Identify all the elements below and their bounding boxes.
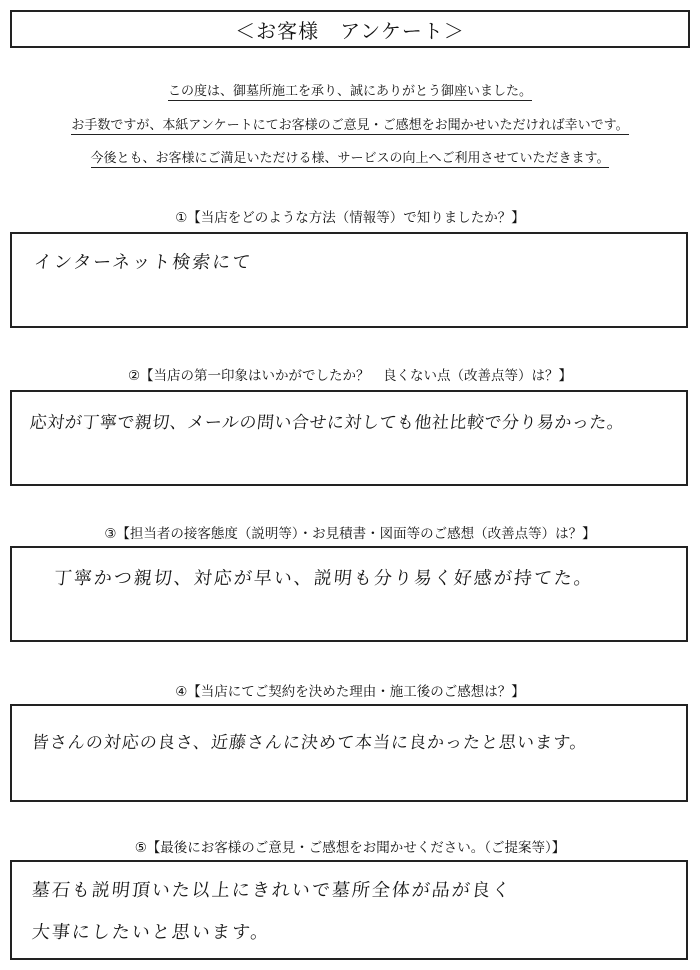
question-5-answer-line-1: 墓石も説明頂いた以上にきれいで墓所全体が品が良く <box>30 880 513 901</box>
question-1-label: ①【当店をどのような方法（情報等）で知りましたか？】 <box>175 210 525 226</box>
question-4-answer: 皆さんの対応の良さ、近藤さんに決めて本当に良かったと思います。 <box>30 733 589 753</box>
question-4-label: ④【当店にてご契約を決めた理由・施工後のご感想は？】 <box>175 684 525 700</box>
question-5-label: ⑤【最後にお客様のご意見・ご感想をお聞かせください。（ご提案等）】 <box>134 840 566 856</box>
question-3-answer: 丁寧かつ親切、対応が早い、説明も分り易く好感が持てた。 <box>52 568 595 589</box>
intro-line-1: この度は、御墓所施工を承り、誠にありがとう御座いました。 <box>167 84 532 99</box>
question-1-answer-box[interactable] <box>10 232 688 328</box>
question-2-label: ②【当店の第一印象はいかがでしたか？ 良くない点（改善点等）は？】 <box>127 368 573 384</box>
question-1-answer: インターネット検索にて <box>32 252 254 273</box>
question-4-answer-box[interactable] <box>10 704 688 802</box>
intro-line-3: 今後とも、お客様にご満足いただける様、サービスの向上へご利用させていただきます。 <box>90 151 610 166</box>
question-5-answer-line-2: 大事にしたいと思います。 <box>30 922 272 943</box>
survey-title: ＜お客様 アンケート＞ <box>10 10 690 48</box>
question-2-answer-box[interactable] <box>10 390 688 486</box>
question-3-label: ③【担当者の接客態度（説明等）・お見積書・図面等のご感想（改善点等）は？】 <box>104 526 596 542</box>
question-5-answer-box[interactable] <box>10 860 688 960</box>
question-3-answer-box[interactable] <box>10 546 688 642</box>
question-2-answer: 応対が丁寧で親切、メールの問い合せに対しても他社比較で分り易かった。 <box>28 413 626 433</box>
intro-line-2: お手数ですが、本紙アンケートにてお客様のご意見・ご感想をお聞かせいただければ幸いです。 <box>71 118 629 133</box>
